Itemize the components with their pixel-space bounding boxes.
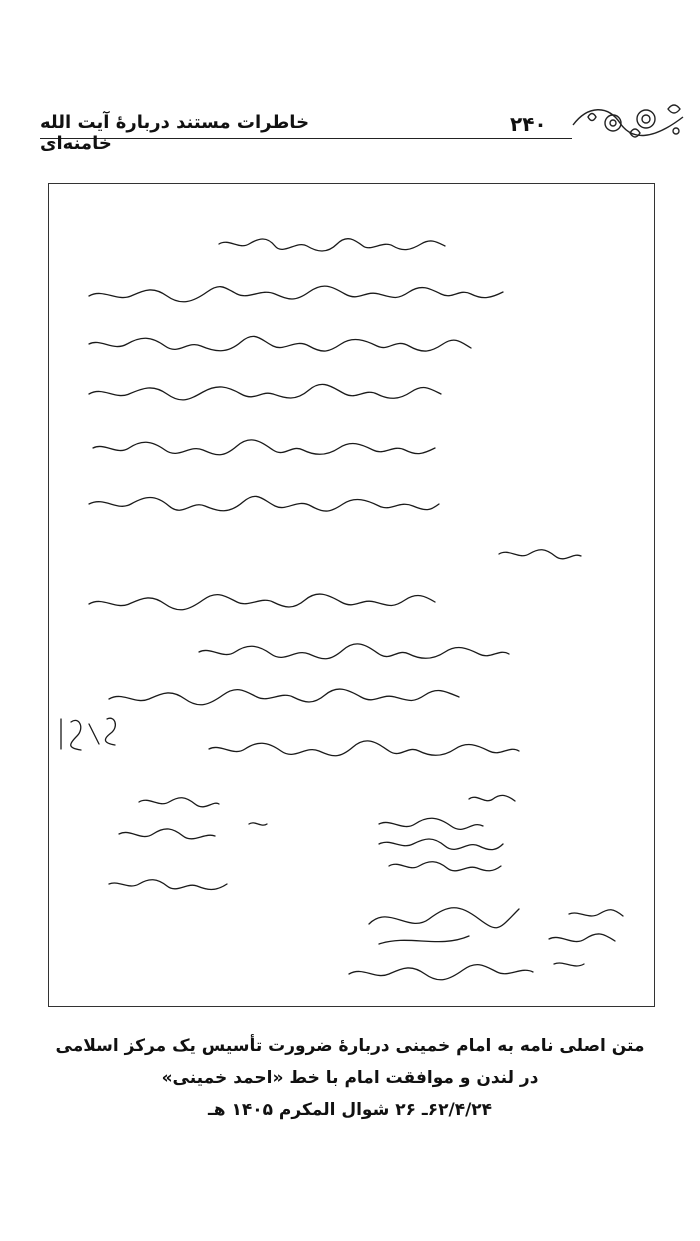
- handwritten-letter-image: [49, 184, 654, 1006]
- caption-line-2: در لندن و موافقت امام با خط «احمد خمینی»: [161, 1068, 539, 1088]
- caption-line-3: ۶۲/۴/۲۴ـ ۲۶ شوال المکرم ۱۴۰۵ هـ: [207, 1100, 493, 1120]
- page-number: ۲۴۰: [510, 112, 547, 136]
- floral-ornament-icon: [568, 95, 688, 145]
- figure-caption: [40, 1030, 660, 1126]
- manuscript-frame: [48, 183, 655, 1007]
- caption-line-1: متن اصلی نامه به امام خمینی دربارهٔ ضرورت تأسیس یک مرکز اسلامی: [55, 1036, 645, 1056]
- page-header: [0, 0, 700, 160]
- book-title: خاطرات مستند دربارهٔ آیت الله خامنه‌ای: [40, 112, 310, 154]
